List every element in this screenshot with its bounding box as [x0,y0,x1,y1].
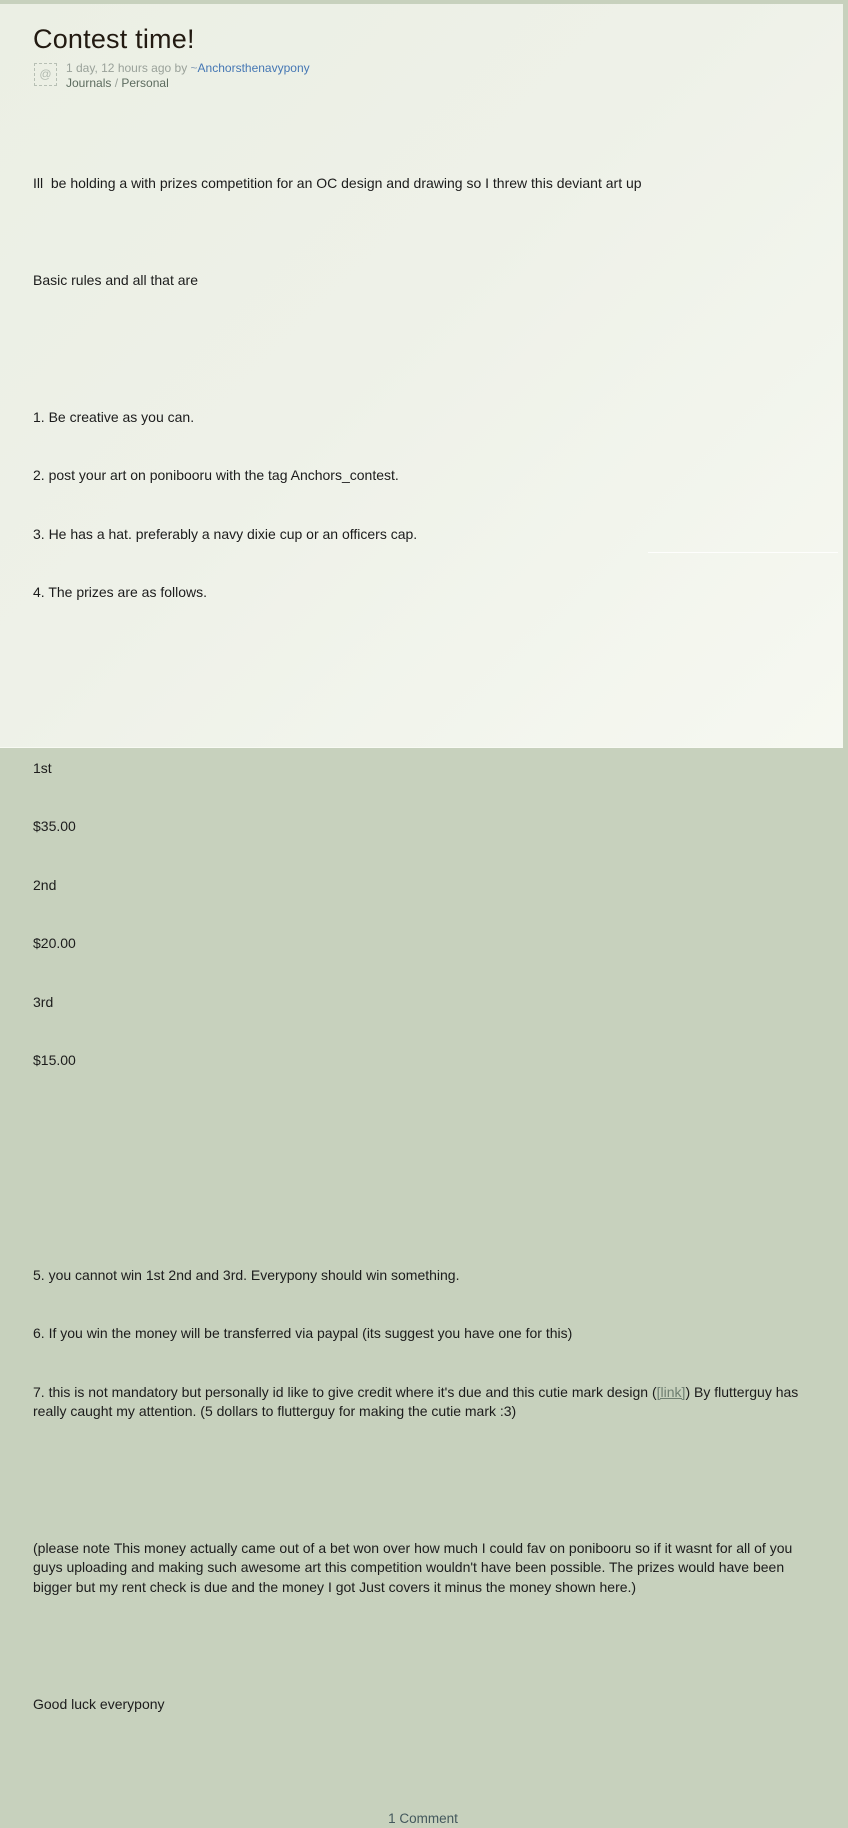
prize-line: 1st [33,759,52,776]
rules-1-4-block [33,369,815,642]
journal-meta [33,61,813,91]
breadcrumb-subcategory-link[interactable]: Personal [121,76,169,90]
breadcrumb [66,76,310,91]
posted-line [66,61,310,76]
prize-line: 2nd [33,876,57,893]
closing-line: Good luck everypony [33,1695,165,1712]
author-name: Anchorsthenavypony [197,61,310,75]
note-paragraph: (please note This money actually came out of a bet won over how much I could fav on ponibooru so if it wasnt for all of you guys uploading and making such awesome art this competition wouldn't have been possible. The prizes would have been bigger but my rent check is due and the money I got Just covers it minus the money shown here.) [33,1539,797,1595]
rule7-text-before: 7. this is not mandatory but personally id like to give credit where it's due and this cutie mark design ( [33,1383,657,1400]
avatar-icon: @ [39,67,52,81]
breadcrumb-category-link[interactable]: Journals [66,76,112,90]
author-link[interactable] [191,61,310,75]
comments-bar [33,1810,813,1828]
rules-heading: Basic rules and all that are [33,272,198,288]
rule-line: 3. He has a hat. preferably a navy dixie cup or an officers cap. [33,525,418,542]
cutie-mark-link[interactable]: [link] [656,1383,686,1400]
journal-title: Contest time! [33,24,195,54]
intro-paragraph: Ill be holding a with prizes competition for an OC design and drawing so I threw this deviant art up [33,174,642,191]
prize-line: $20.00 [33,935,76,951]
faint-divider [648,552,838,553]
breadcrumb-separator: / [111,76,122,90]
avatar-placeholder[interactable] [34,63,57,86]
rule-line: 4. The prizes are as follows. [33,584,208,600]
rule7-text-after: ) By flutterguy has really caught my attention. (5 dollars to flutterguy for making the cutie mark :3) [33,1383,803,1419]
prize-line: $35.00 [33,818,76,834]
rule-line: 6. If you win the money will be transferred via paypal (its suggest you have one for this) [33,1325,573,1341]
prize-list [33,720,815,1110]
rule-line-with-link [33,1383,815,1422]
journal-card [0,4,843,1826]
author-symbol: ~ [190,61,198,75]
prize-line: $15.00 [33,1052,76,1068]
rule-line: 1. Be creative as you can. [33,408,195,425]
prize-line: 3rd [33,993,54,1010]
rules-5-7-block [33,1227,815,1461]
posted-timestamp: 1 day, 12 hours ago by [66,61,191,75]
rule-line: 5. you cannot win 1st 2nd and 3rd. Everypony should win something. [33,1266,460,1283]
journal-body [33,115,815,1773]
comments-link[interactable]: 1 Comment [388,1810,458,1826]
rule-line: 2. post your art on ponibooru with the tag Anchors_contest. [33,467,399,483]
